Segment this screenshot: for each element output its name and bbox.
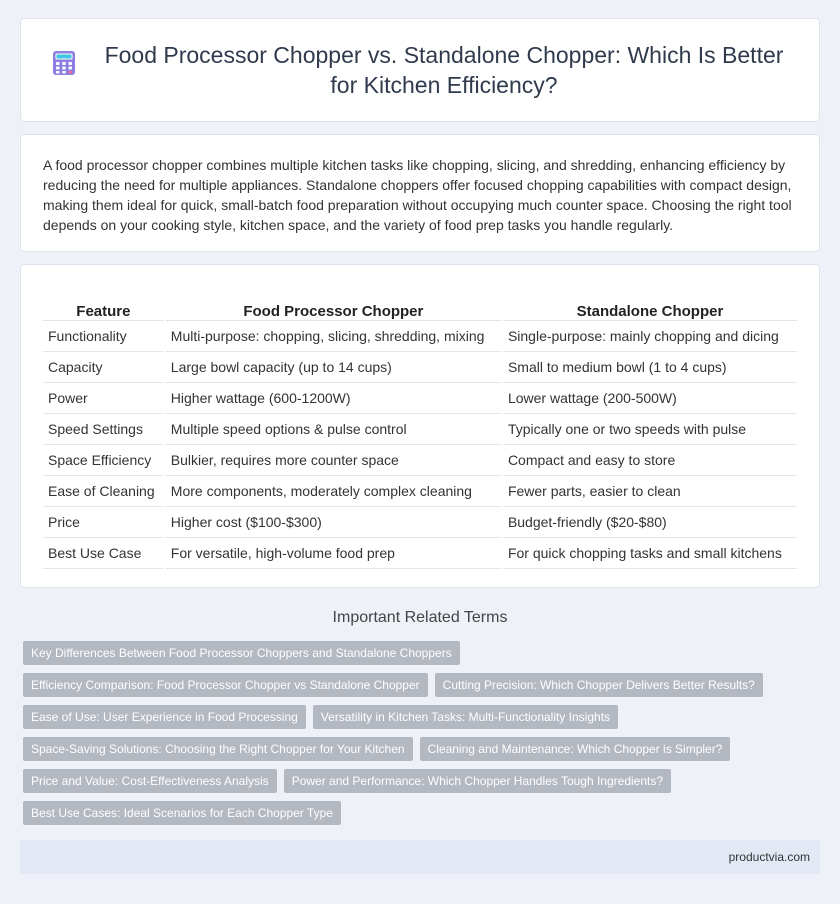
feature-cell: Price [43,507,164,538]
table-row [43,414,797,445]
related-term-tag[interactable]: Ease of Use: User Experience in Food Processing [23,705,306,729]
standalone-cell: Compact and easy to store [503,445,797,476]
column-header-feature: Feature [43,291,164,321]
food-processor-cell: Higher cost ($100-$300) [166,507,501,538]
related-terms-title: Important Related Terms [332,609,508,626]
header-card [20,18,820,122]
food-processor-cell: For versatile, high-volume food prep [166,538,501,569]
header-inner [51,40,789,100]
feature-cell: Capacity [43,352,164,383]
table-row [43,445,797,476]
feature-cell: Best Use Case [43,538,164,569]
standalone-cell: Lower wattage (200-500W) [503,383,797,414]
related-term-tag[interactable]: Power and Performance: Which Chopper Handles Tough Ingredients? [284,769,671,793]
column-header-food-processor: Food Processor Chopper [166,291,501,321]
comparison-table [41,291,799,569]
related-term-tag[interactable]: Key Differences Between Food Processor Choppers and Standalone Choppers [23,641,460,665]
table-row [43,352,797,383]
food-processor-cell: More components, moderately complex cleaning [166,476,501,507]
table-row [43,476,797,507]
page-title: Food Processor Chopper vs. Standalone Chopper: Which Is Better for Kitchen Efficiency? [104,42,784,98]
table-row [43,321,797,352]
feature-cell: Space Efficiency [43,445,164,476]
related-term-tag[interactable]: Cutting Precision: Which Chopper Delivers Better Results? [435,673,763,697]
related-term-tag[interactable]: Efficiency Comparison: Food Processor Chopper vs Standalone Chopper [23,673,428,697]
food-processor-cell: Higher wattage (600-1200W) [166,383,501,414]
related-term-tag[interactable]: Best Use Cases: Ideal Scenarios for Each Chopper Type [23,801,341,825]
standalone-cell: For quick chopping tasks and small kitchens [503,538,797,569]
footer [20,840,820,874]
feature-cell: Power [43,383,164,414]
related-term-tag[interactable]: Versatility in Kitchen Tasks: Multi-Functionality Insights [313,705,618,729]
related-term-tag[interactable]: Price and Value: Cost-Effectiveness Analysis [23,769,277,793]
footer-site-link[interactable]: productvia.com [728,850,810,864]
standalone-cell: Single-purpose: mainly chopping and dicing [503,321,797,352]
table-row [43,507,797,538]
feature-cell: Functionality [43,321,164,352]
feature-cell: Ease of Cleaning [43,476,164,507]
standalone-cell: Typically one or two speeds with pulse [503,414,797,445]
standalone-cell: Budget-friendly ($20-$80) [503,507,797,538]
column-header-standalone: Standalone Chopper [503,291,797,321]
food-processor-cell: Bulkier, requires more counter space [166,445,501,476]
related-term-tag[interactable]: Space-Saving Solutions: Choosing the Right Chopper for Your Kitchen [23,737,413,761]
table-header-row [43,291,797,321]
food-processor-cell: Large bowl capacity (up to 14 cups) [166,352,501,383]
standalone-cell: Fewer parts, easier to clean [503,476,797,507]
calculator-icon [51,50,77,76]
table-row [43,538,797,569]
intro-card [20,134,820,252]
related-term-tag[interactable]: Cleaning and Maintenance: Which Chopper is Simpler? [420,737,731,761]
intro-paragraph: A food processor chopper combines multiple kitchen tasks like chopping, slicing, and shredding, enhancing efficiency by reducing the need for multiple appliances. Standalone choppers offer focused chopping capabilities with compact design, making them ideal for quick, small-batch food preparation without occupying much counter space. Choosing the right tool depends on your cooking style, kitchen space, and the variety of food prep tasks you handle regularly. [43,157,792,233]
food-processor-cell: Multi-purpose: chopping, slicing, shredding, mixing [166,321,501,352]
food-processor-cell: Multiple speed options & pulse control [166,414,501,445]
table-row [43,383,797,414]
feature-cell: Speed Settings [43,414,164,445]
comparison-table-card [20,264,820,588]
standalone-cell: Small to medium bowl (1 to 4 cups) [503,352,797,383]
related-terms-list [23,641,803,825]
